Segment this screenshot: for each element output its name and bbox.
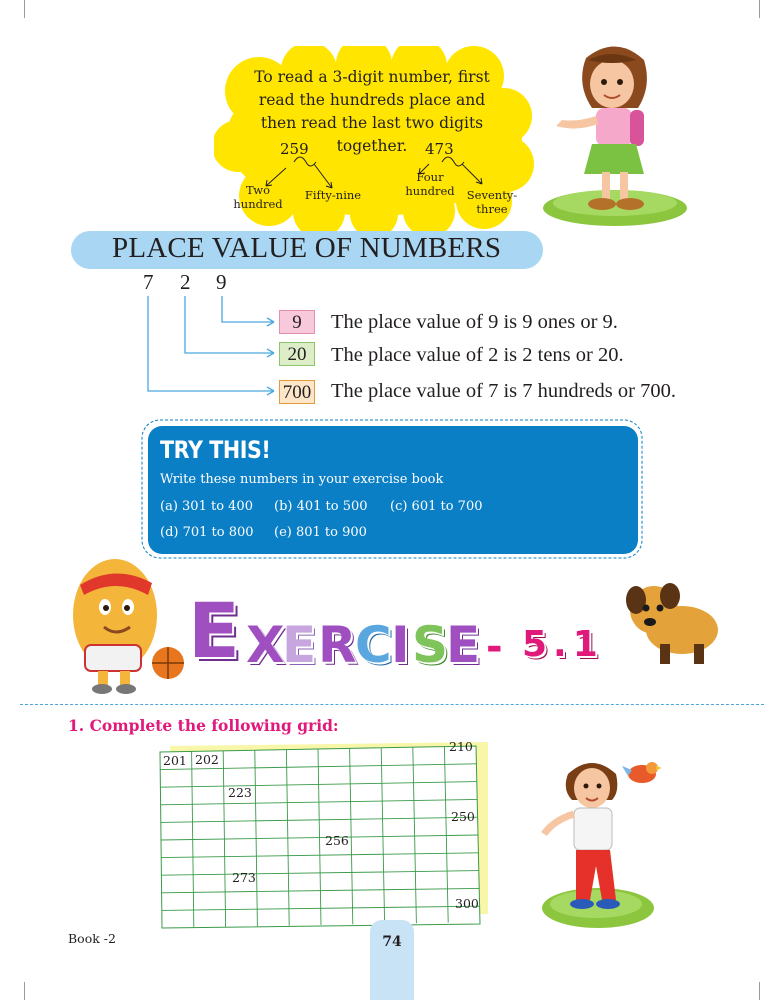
example-number-2: 473	[425, 140, 454, 158]
exercise-letter: C	[355, 616, 392, 674]
mascot-illustration	[60, 545, 188, 695]
example-1-left: Two hundred	[233, 183, 283, 211]
section-title: PLACE VALUE OF NUMBERS	[112, 232, 502, 264]
digit-ones: 9	[216, 270, 227, 294]
place-value-text-ones: The place value of 9 is 9 ones or 9.	[331, 311, 618, 333]
example-2-left: Four hundred	[405, 170, 455, 198]
exercise-letter: E	[446, 616, 481, 674]
grid-cell: 250	[451, 809, 475, 824]
try-item-c: (c) 601 to 700	[390, 499, 483, 514]
place-value-box-hundreds: 700	[279, 380, 315, 404]
exercise-number: 5.1	[522, 624, 604, 665]
exercise-letter: E	[188, 586, 240, 675]
page-tab	[370, 920, 414, 1000]
digit-tens: 2	[180, 270, 191, 294]
place-value-text-tens: The place value of 2 is 2 tens or 20.	[331, 344, 624, 366]
exercise-letter: R	[318, 616, 357, 674]
try-item-a: (a) 301 to 400	[160, 499, 253, 514]
try-this-title: TRY THIS!	[160, 436, 271, 464]
grid-cell: 223	[228, 785, 252, 800]
speech-instruction: To read a 3-digit number, first read the hundreds place and then read the last two digits together.	[254, 68, 490, 155]
try-item-e: (e) 801 to 900	[274, 525, 367, 540]
section-divider	[20, 704, 764, 705]
try-item-b: (b) 401 to 500	[274, 499, 368, 514]
crop-mark	[24, 0, 25, 18]
book-label: Book -2	[68, 931, 116, 946]
girl-illustration	[540, 40, 690, 230]
example-2-right: Seventy-three	[466, 188, 518, 216]
grid-cell: 202	[195, 752, 219, 767]
try-this-instruction: Write these numbers in your exercise book	[160, 472, 444, 487]
exercise-letter: S	[412, 616, 449, 674]
place-value-arrows	[140, 292, 280, 402]
grid-cell: 210	[449, 739, 473, 754]
crop-mark	[759, 0, 760, 18]
boy-illustration	[538, 752, 678, 932]
try-item-d: (d) 701 to 800	[160, 525, 254, 540]
crop-mark	[24, 982, 25, 1000]
exercise-letter: X	[246, 616, 285, 674]
place-value-text-hundreds: The place value of 7 is 7 hundreds or 700.	[331, 380, 676, 402]
grid-cell: 201	[163, 753, 187, 768]
exercise-letter: I	[391, 616, 410, 674]
grid-cell: 300	[455, 896, 479, 911]
place-value-box-tens: 20	[279, 342, 315, 366]
crop-mark	[759, 982, 760, 1000]
grid-cell: 273	[232, 870, 256, 885]
page-number: 74	[382, 934, 402, 950]
example-number-1: 259	[280, 140, 309, 158]
dog-illustration	[620, 582, 724, 668]
example-1-right: Fifty-nine	[304, 188, 362, 202]
place-value-box-ones: 9	[279, 310, 315, 334]
digit-hundreds: 7	[143, 270, 154, 294]
exercise-dash: -	[486, 624, 503, 670]
example-arrows	[214, 46, 534, 232]
grid-cell: 256	[325, 833, 349, 848]
question-title: 1. Complete the following grid:	[68, 716, 339, 735]
exercise-letter: E	[282, 616, 317, 674]
